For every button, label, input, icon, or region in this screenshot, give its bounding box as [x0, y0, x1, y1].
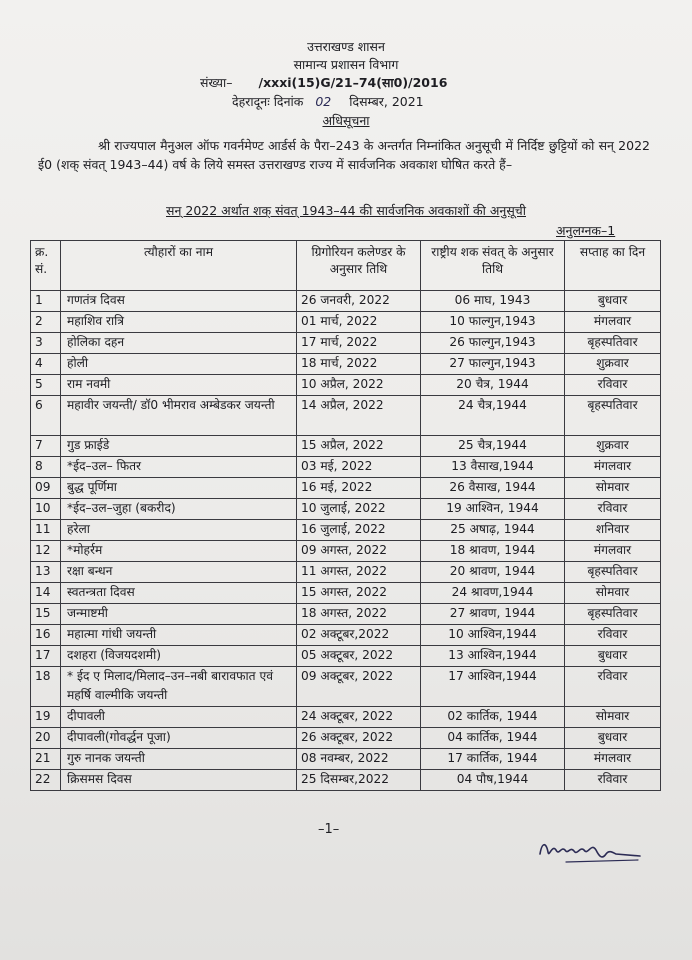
cell-weekday: बुधवार: [565, 728, 661, 749]
cell-weekday: शुक्रवार: [565, 436, 661, 457]
cell-saka: 26 फाल्गुन,1943: [421, 333, 565, 354]
cell-name: होलिका दहन: [61, 333, 297, 354]
cell-sno: 3: [31, 333, 61, 354]
cell-weekday: मंगलवार: [565, 457, 661, 478]
govt-name: उत्तराखण्ड शासन: [307, 39, 385, 54]
date-month-year: दिसम्बर, 2021: [349, 94, 424, 109]
annexure-label: अनुलग्नक–1: [556, 223, 616, 238]
cell-saka: 04 कार्तिक, 1944: [421, 728, 565, 749]
table-row: [31, 478, 661, 499]
cell-sno: 6: [31, 396, 61, 436]
cell-gregorian: 15 अप्रैल, 2022: [297, 436, 421, 457]
reference-number: /xxxi(15)G/21–74(सा0)/2016: [258, 75, 448, 90]
cell-name: गुरु नानक जयन्ती: [61, 749, 297, 770]
cell-sno: 18: [31, 667, 61, 707]
cell-weekday: रविवार: [565, 625, 661, 646]
cell-saka: 06 माघ, 1943: [421, 291, 565, 312]
cell-gregorian: 10 जुलाई, 2022: [297, 499, 421, 520]
cell-name: दशहरा (विजयदशमी): [61, 646, 297, 667]
cell-saka: 20 श्रावण, 1944: [421, 562, 565, 583]
header-saka: राष्ट्रीय शक संवत् के अनुसार तिथि: [421, 241, 565, 291]
cell-weekday: रविवार: [565, 770, 661, 791]
cell-name: हरेला: [61, 520, 297, 541]
cell-name: बुद्ध पूर्णिमा: [61, 478, 297, 499]
table-row: [31, 457, 661, 478]
cell-gregorian: 26 जनवरी, 2022: [297, 291, 421, 312]
cell-weekday: बुधवार: [565, 291, 661, 312]
cell-name: राम नवमी: [61, 375, 297, 396]
table-row: [31, 396, 661, 436]
cell-weekday: बृहस्पतिवार: [565, 562, 661, 583]
cell-sno: 16: [31, 625, 61, 646]
cell-gregorian: 11 अगस्त, 2022: [297, 562, 421, 583]
cell-gregorian: 05 अक्टूबर, 2022: [297, 646, 421, 667]
cell-weekday: शनिवार: [565, 520, 661, 541]
cell-weekday: मंगलवार: [565, 312, 661, 333]
cell-weekday: शुक्रवार: [565, 354, 661, 375]
table-row: [31, 312, 661, 333]
cell-gregorian: 03 मई, 2022: [297, 457, 421, 478]
cell-weekday: सोमवार: [565, 707, 661, 728]
signature-icon: [536, 832, 646, 868]
table-row: [31, 728, 661, 749]
notice-body: श्री राज्यपाल मैनुअल ऑफ गवर्नमेण्ट आर्डर्स के पैरा–243 के अन्तर्गत निम्नांकित अनुसूची में निर्दिष्ट छुट्टियों को सन् 2022 ई0 (शक् संवत् 1943–44) वर्ष के लिये समस्त उत्तराखण्ड राज्य में सार्वजनिक अवकाश घोषित करते हैं–: [38, 138, 650, 172]
cell-saka: 27 फाल्गुन,1943: [421, 354, 565, 375]
cell-weekday: रविवार: [565, 667, 661, 707]
cell-sno: 7: [31, 436, 61, 457]
cell-gregorian: 08 नवम्बर, 2022: [297, 749, 421, 770]
header-sno: क्र. सं.: [31, 241, 61, 291]
cell-saka: 17 आश्विन,1944: [421, 667, 565, 707]
cell-sno: 8: [31, 457, 61, 478]
cell-name: * ईद ए मिलाद/मिलाद–उन–नबी बारावफात एवं महर्षि वाल्मीकि जयन्ती: [61, 667, 297, 707]
cell-gregorian: 25 दिसम्बर,2022: [297, 770, 421, 791]
cell-gregorian: 09 अक्टूबर, 2022: [297, 667, 421, 707]
cell-saka: 18 श्रावण, 1944: [421, 541, 565, 562]
header-name: त्यौहारों का नाम: [61, 241, 297, 291]
cell-weekday: मंगलवार: [565, 541, 661, 562]
cell-weekday: बृहस्पतिवार: [565, 396, 661, 436]
cell-saka: 10 फाल्गुन,1943: [421, 312, 565, 333]
cell-sno: 12: [31, 541, 61, 562]
cell-name: होली: [61, 354, 297, 375]
date-day-handwritten: 02: [315, 94, 332, 109]
table-row: [31, 291, 661, 312]
cell-saka: 24 चैत्र,1944: [421, 396, 565, 436]
cell-gregorian: 16 मई, 2022: [297, 478, 421, 499]
table-row: [31, 583, 661, 604]
cell-saka: 04 पौष,1944: [421, 770, 565, 791]
cell-gregorian: 18 अगस्त, 2022: [297, 604, 421, 625]
cell-saka: 10 आश्विन,1944: [421, 625, 565, 646]
department-name: सामान्य प्रशासन विभाग: [293, 57, 399, 72]
holiday-table: [30, 240, 661, 791]
cell-gregorian: 01 मार्च, 2022: [297, 312, 421, 333]
cell-weekday: रविवार: [565, 499, 661, 520]
cell-saka: 25 चैत्र,1944: [421, 436, 565, 457]
date-line: [232, 93, 424, 110]
table-row: [31, 436, 661, 457]
cell-weekday: बुधवार: [565, 646, 661, 667]
cell-name: रक्षा बन्धन: [61, 562, 297, 583]
table-row: [31, 667, 661, 707]
cell-gregorian: 15 अगस्त, 2022: [297, 583, 421, 604]
table-row: [31, 562, 661, 583]
table-row: [31, 646, 661, 667]
cell-name: महात्मा गांधी जयन्ती: [61, 625, 297, 646]
cell-sno: 2: [31, 312, 61, 333]
table-row: [31, 333, 661, 354]
cell-name: *मोहर्रम: [61, 541, 297, 562]
cell-name: गुड फ्राईडे: [61, 436, 297, 457]
table-row: [31, 770, 661, 791]
cell-weekday: बृहस्पतिवार: [565, 333, 661, 354]
cell-name: स्वतन्त्रता दिवस: [61, 583, 297, 604]
table-row: [31, 520, 661, 541]
cell-sno: 1: [31, 291, 61, 312]
cell-sno: 13: [31, 562, 61, 583]
cell-gregorian: 09 अगस्त, 2022: [297, 541, 421, 562]
cell-name: जन्माष्टमी: [61, 604, 297, 625]
cell-gregorian: 02 अक्टूबर,2022: [297, 625, 421, 646]
cell-name: *ईद–उल–जुहा (बकरीद): [61, 499, 297, 520]
cell-gregorian: 10 अप्रैल, 2022: [297, 375, 421, 396]
reference-label: संख्या–: [200, 75, 233, 90]
table-row: [31, 541, 661, 562]
header-gregorian: ग्रिगोरियन कलेण्डर के अनुसार तिथि: [297, 241, 421, 291]
table-row: [31, 625, 661, 646]
cell-gregorian: 24 अक्टूबर, 2022: [297, 707, 421, 728]
cell-name: दीपावली: [61, 707, 297, 728]
cell-sno: 11: [31, 520, 61, 541]
cell-sno: 21: [31, 749, 61, 770]
cell-sno: 17: [31, 646, 61, 667]
cell-sno: 19: [31, 707, 61, 728]
schedule-title: सन् 2022 अर्थात शक् संवत् 1943–44 की सार्वजनिक अवकाशों की अनुसूची: [166, 203, 526, 218]
table-header-row: [31, 241, 661, 291]
cell-weekday: मंगलवार: [565, 749, 661, 770]
cell-name: दीपावली(गोवर्द्धन पूजा): [61, 728, 297, 749]
notice-title: अधिसूचना: [322, 113, 370, 128]
cell-gregorian: 26 अक्टूबर, 2022: [297, 728, 421, 749]
header-weekday: सप्ताह का दिन: [565, 241, 661, 291]
cell-saka: 24 श्रावण,1944: [421, 583, 565, 604]
cell-weekday: सोमवार: [565, 478, 661, 499]
cell-name: गणतंत्र दिवस: [61, 291, 297, 312]
cell-saka: 25 अषाढ़, 1944: [421, 520, 565, 541]
cell-name: *ईद–उल– फितर: [61, 457, 297, 478]
cell-sno: 15: [31, 604, 61, 625]
cell-weekday: सोमवार: [565, 583, 661, 604]
cell-weekday: बृहस्पतिवार: [565, 604, 661, 625]
cell-sno: 10: [31, 499, 61, 520]
table-row: [31, 499, 661, 520]
cell-saka: 02 कार्तिक, 1944: [421, 707, 565, 728]
cell-sno: 4: [31, 354, 61, 375]
table-row: [31, 354, 661, 375]
cell-gregorian: 18 मार्च, 2022: [297, 354, 421, 375]
table-row: [31, 604, 661, 625]
page-number: –1–: [318, 822, 340, 837]
cell-sno: 09: [31, 478, 61, 499]
cell-sno: 5: [31, 375, 61, 396]
cell-gregorian: 17 मार्च, 2022: [297, 333, 421, 354]
cell-saka: 13 आश्विन,1944: [421, 646, 565, 667]
cell-gregorian: 14 अप्रैल, 2022: [297, 396, 421, 436]
cell-name: क्रिसमस दिवस: [61, 770, 297, 791]
cell-sno: 20: [31, 728, 61, 749]
place-date-label: देहरादूनः दिनांक: [232, 94, 304, 109]
cell-saka: 17 कार्तिक, 1944: [421, 749, 565, 770]
reference-line: [200, 74, 447, 91]
cell-saka: 27 श्रावण, 1944: [421, 604, 565, 625]
cell-saka: 19 आश्विन, 1944: [421, 499, 565, 520]
table-row: [31, 375, 661, 396]
cell-weekday: रविवार: [565, 375, 661, 396]
cell-sno: 14: [31, 583, 61, 604]
cell-gregorian: 16 जुलाई, 2022: [297, 520, 421, 541]
cell-sno: 22: [31, 770, 61, 791]
cell-saka: 13 वैसाख,1944: [421, 457, 565, 478]
cell-name: महाशिव रात्रि: [61, 312, 297, 333]
cell-saka: 26 वैसाख, 1944: [421, 478, 565, 499]
table-row: [31, 749, 661, 770]
cell-saka: 20 चैत्र, 1944: [421, 375, 565, 396]
table-row: [31, 707, 661, 728]
cell-name: महावीर जयन्ती/ डॉ0 भीमराव अम्बेडकर जयन्ती: [61, 396, 297, 436]
